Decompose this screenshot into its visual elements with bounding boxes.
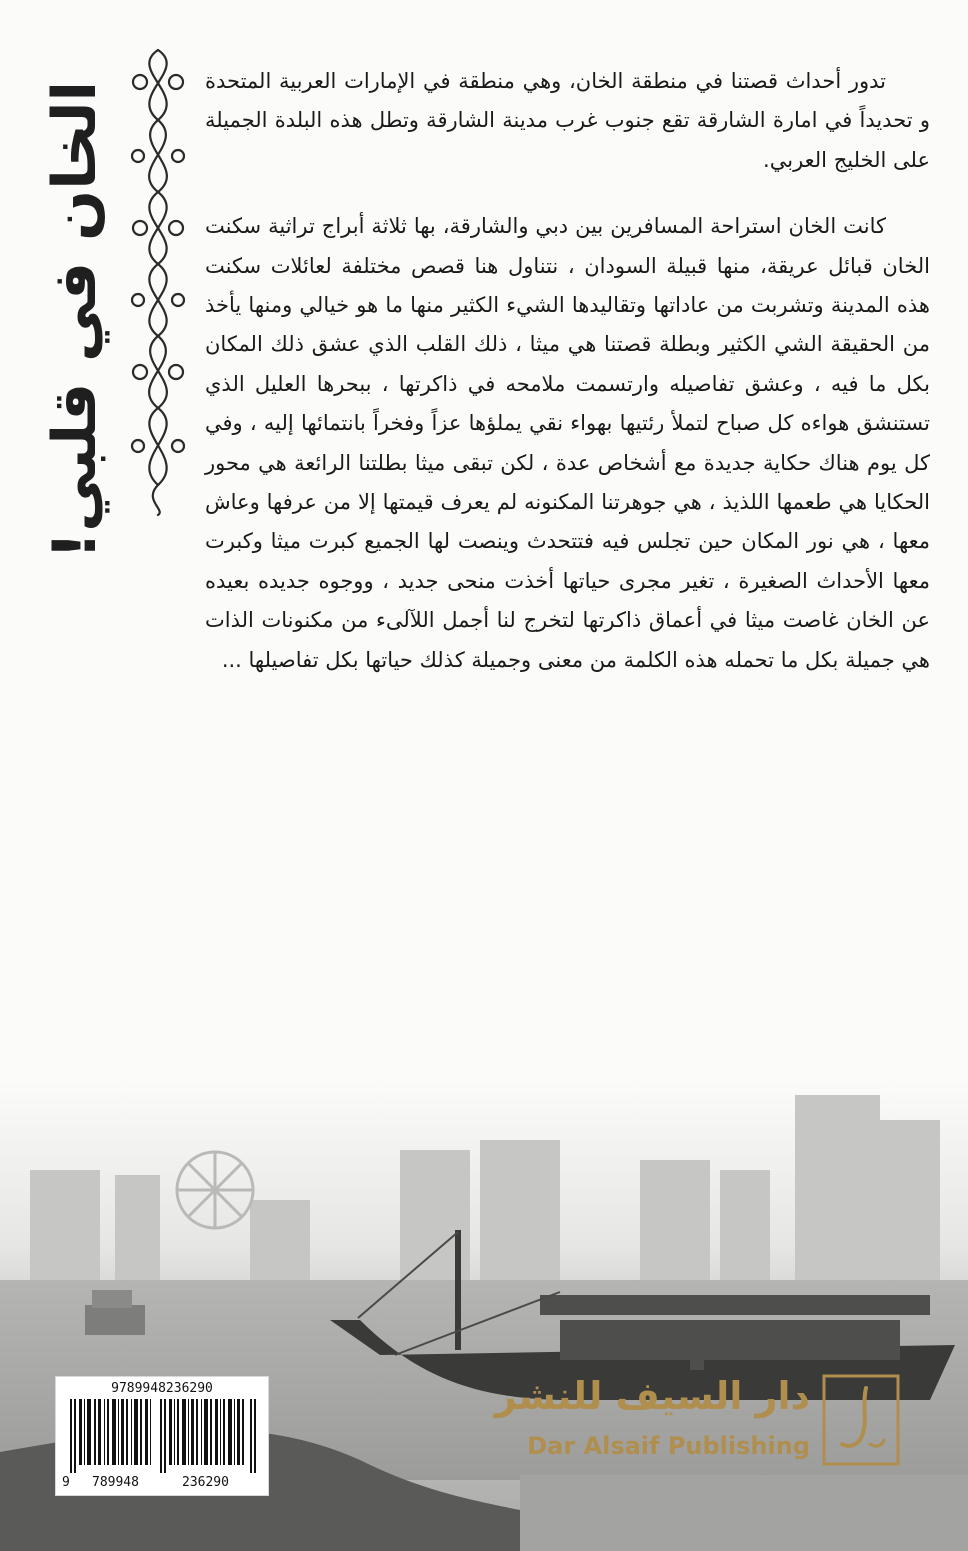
barcode-bars-icon	[68, 1399, 258, 1473]
blurb-paragraph-1: تدور أحداث قصتنا في منطقة الخان، وهي منطقة في الإمارات العربية المتحدة و تحديداً في امارة الشارقة تقع جنوب غرب مدينة الشارقة وتطل هذه البلدة الجميلة على الخليج العربي.	[205, 69, 930, 172]
book-title: الخان في قلبي!	[40, 80, 110, 560]
blurb	[205, 62, 930, 707]
publisher-logo-icon	[822, 1374, 900, 1466]
publisher-block	[494, 1372, 910, 1472]
publisher-name-english: Dar Alsaif Publishing	[527, 1432, 810, 1460]
publisher-name-arabic: دار السيف للنشر	[494, 1374, 810, 1418]
isbn-number: 9789948236290	[111, 1381, 213, 1396]
flourish-ornament	[118, 40, 198, 520]
isbn-left-digits: 789948	[92, 1475, 139, 1490]
isbn-first-digit: 9	[62, 1475, 70, 1490]
blurb-paragraph-2: كانت الخان استراحة المسافرين بين دبي والشارقة، بها ثلاثة أبراج تراثية سكنت الخان قبائل عريقة، منها قبيلة السودان ، نتناول هنا قصص مختلفة لعائلات سكنت هذه المدينة وتشربت من عاداتها وتقاليدها الشيء الكثير منها ما هو خيالي ومنها يأخذ من الحقيقة الشي الكثير وبطلة قصتنا هي ميثا ، ذلك القلب الذي عشق ذلك المكان بكل ما فيه ، وعشق تفاصيله وارتسمت ملامحه في ذاكرتها ، ببحرها العليل الذي تستنشق هواءه كل صباح لتملأ رئتيها بهواء نقي يملؤها عزاً وفخراً بانتمائها إليه ، وفي كل يوم هناك حكاية جديدة مع أشخاص عدة ، لكن تبقى ميثا بطلتنا الرائعة هي محور الحكايا هي طعمها اللذيذ ، هي جوهرتنا المكنونه لم يعرف قيمتها إلا من عرفها وعاش معها ، هي نور المكان حين تجلس فيه فتتحدث وينصت لها الجميع كبرت ميثا وكبرت معها الأحداث الصغيرة ، تغير مجرى حياتها أخذت منحى جديد ، ووجوه جديده بعيده عن الخان غاصت ميثا في أعماق ذاكرتها لتخرج لنا أجمل اللآلىء من مكنونات الذات هي جميلة بكل ما تحمله هذه الكلمة من معنى وجميلة كذلك حياتها بكل تفاصيلها ...	[205, 214, 930, 672]
isbn-barcode	[55, 1376, 269, 1496]
isbn-right-digits: 236290	[182, 1475, 229, 1490]
